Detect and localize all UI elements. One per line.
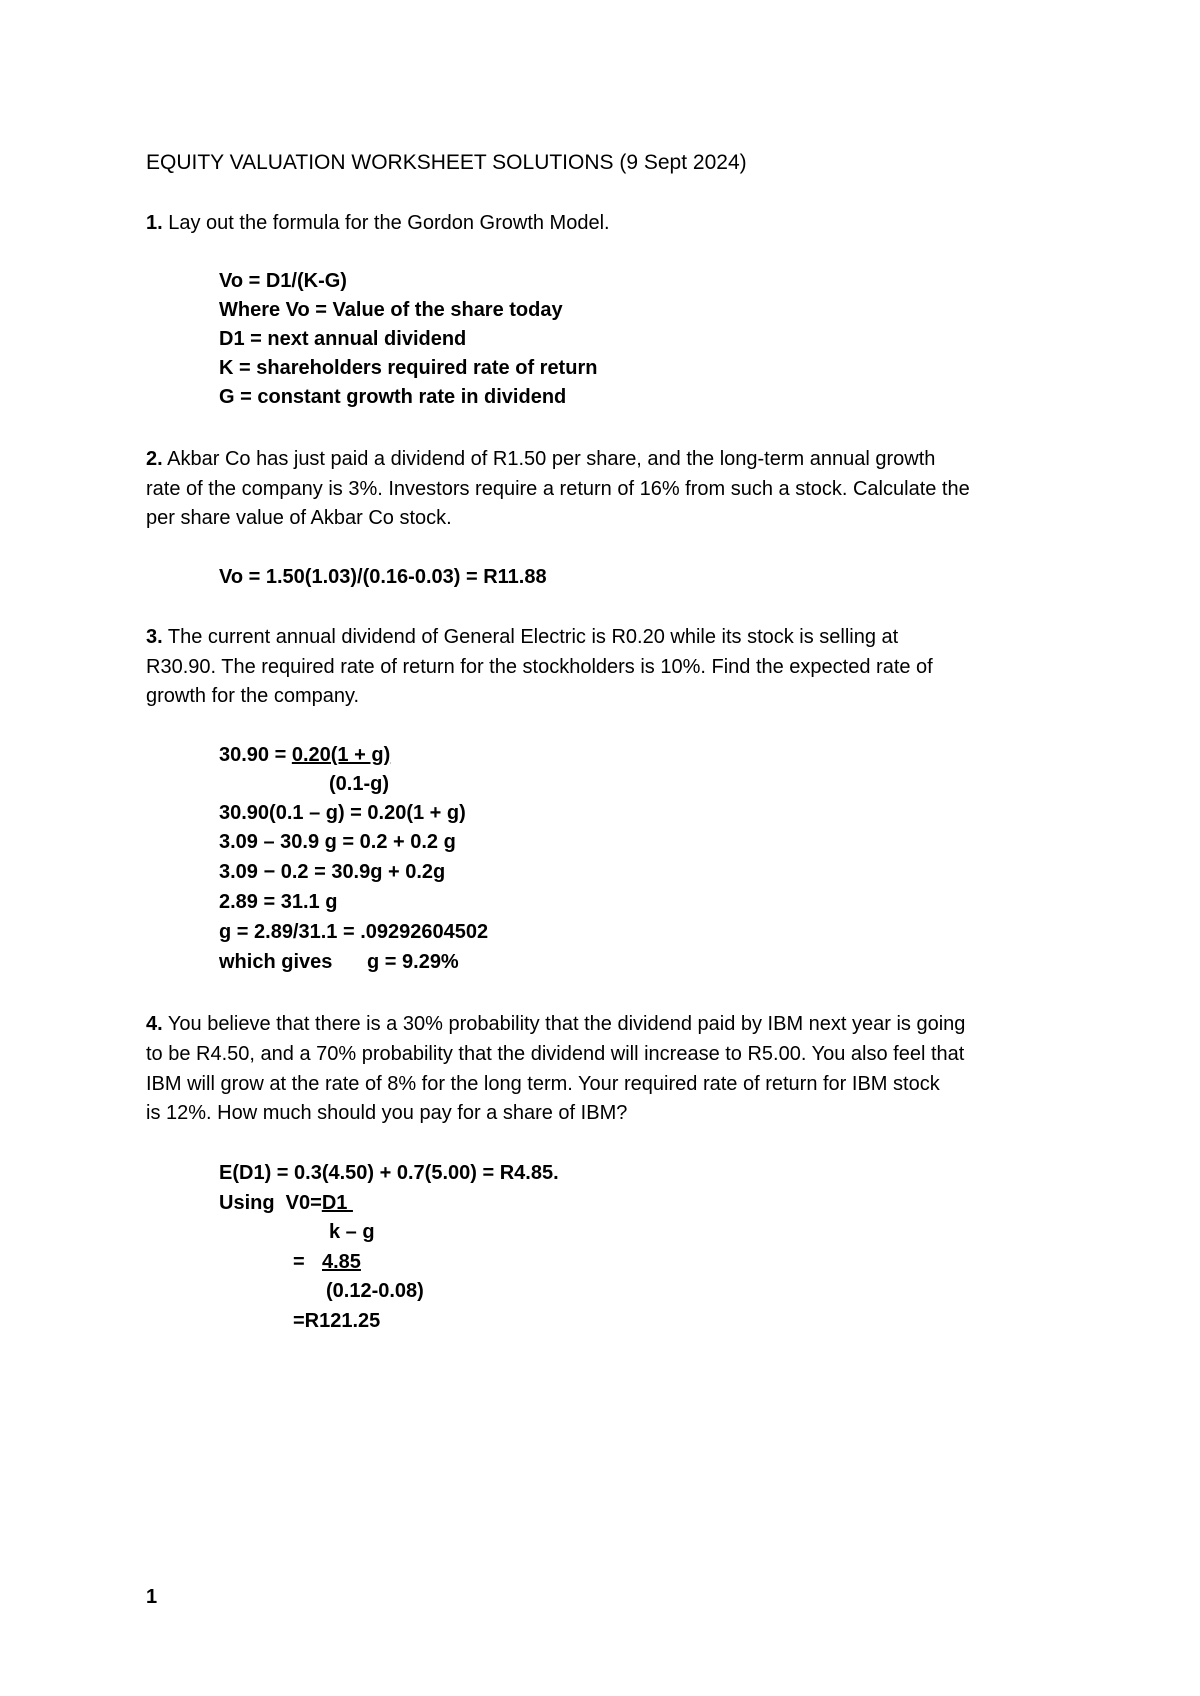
question-text: growth for the company.: [146, 685, 360, 707]
answer-line: Where Vo = Value of the share today: [219, 299, 563, 321]
equals-sign: =: [293, 1251, 305, 1273]
final-label: which gives: [219, 951, 333, 973]
question-text: is 12%. How much should you pay for a share of IBM?: [146, 1102, 628, 1124]
question-text: The current annual dividend of General Electric is R0.20 while its stock is selling at: [162, 626, 899, 648]
equation-numerator: 0.20(1 + g): [291, 744, 391, 766]
equation-denominator: (0.1-g): [329, 773, 389, 795]
calc-numerator: 4.85: [322, 1251, 361, 1273]
step-line: 3.09 − 0.2 = 30.9g + 0.2g: [219, 861, 446, 883]
expected-dividend: E(D1) = 0.3(4.50) + 0.7(5.00) = R4.85.: [219, 1162, 559, 1184]
answer-line: Vo = D1/(K-G): [219, 270, 347, 292]
question-number: 1.: [146, 212, 163, 234]
question-text: Lay out the formula for the Gordon Growth Model.: [162, 212, 610, 234]
question-text: Akbar Co has just paid a dividend of R1.50 per share, and the long-term annual growth: [162, 448, 936, 470]
answer-line: K = shareholders required rate of return: [219, 357, 598, 379]
question-text: rate of the company is 3%. Investors require a return of 16% from such a stock. Calculate the: [146, 478, 970, 500]
answer-line: Vo = 1.50(1.03)/(0.16-0.03) = R11.88: [219, 566, 547, 588]
question-number: 4.: [146, 1013, 163, 1035]
answer-line: D1 = next annual dividend: [219, 328, 467, 350]
equation-left: 30.90 =: [219, 744, 292, 766]
step-line: 2.89 = 31.1 g: [219, 891, 338, 913]
question-text: R30.90. The required rate of return for the stockholders is 10%. Find the expected rate of: [146, 656, 933, 678]
question-text: You believe that there is a 30% probability that the dividend paid by IBM next year is going: [162, 1013, 966, 1035]
answer-line: G = constant growth rate in dividend: [219, 386, 567, 408]
equation-line: [219, 1190, 353, 1216]
step-line: 30.90(0.1 – g) = 0.20(1 + g): [219, 802, 466, 824]
final-value: g = 9.29%: [367, 951, 459, 973]
question-4: [146, 1011, 965, 1037]
page-title: EQUITY VALUATION WORKSHEET SOLUTIONS (9 Sept 2024): [146, 151, 747, 174]
formula-denominator: k – g: [329, 1221, 375, 1243]
question-number: 2.: [146, 448, 163, 470]
question-text: to be R4.50, and a 70% probability that the dividend will increase to R5.00. You also feel that: [146, 1043, 965, 1065]
question-2: [146, 446, 935, 472]
calc-denominator: (0.12-0.08): [326, 1280, 424, 1302]
step-line: g = 2.89/31.1 = .09292604502: [219, 921, 489, 943]
question-text: IBM will grow at the rate of 8% for the long term. Your required rate of return for IBM stock: [146, 1073, 940, 1095]
question-3: [146, 624, 898, 650]
using-label: Using V0=: [219, 1192, 322, 1214]
question-text: per share value of Akbar Co stock.: [146, 507, 452, 529]
question-1: [146, 210, 610, 236]
formula-numerator: D1: [321, 1192, 353, 1214]
question-number: 3.: [146, 626, 163, 648]
step-line: 3.09 – 30.9 g = 0.2 + 0.2 g: [219, 831, 456, 853]
result-line: =R121.25: [293, 1310, 381, 1332]
page-number: 1: [146, 1586, 158, 1608]
equation-line: [219, 742, 390, 768]
